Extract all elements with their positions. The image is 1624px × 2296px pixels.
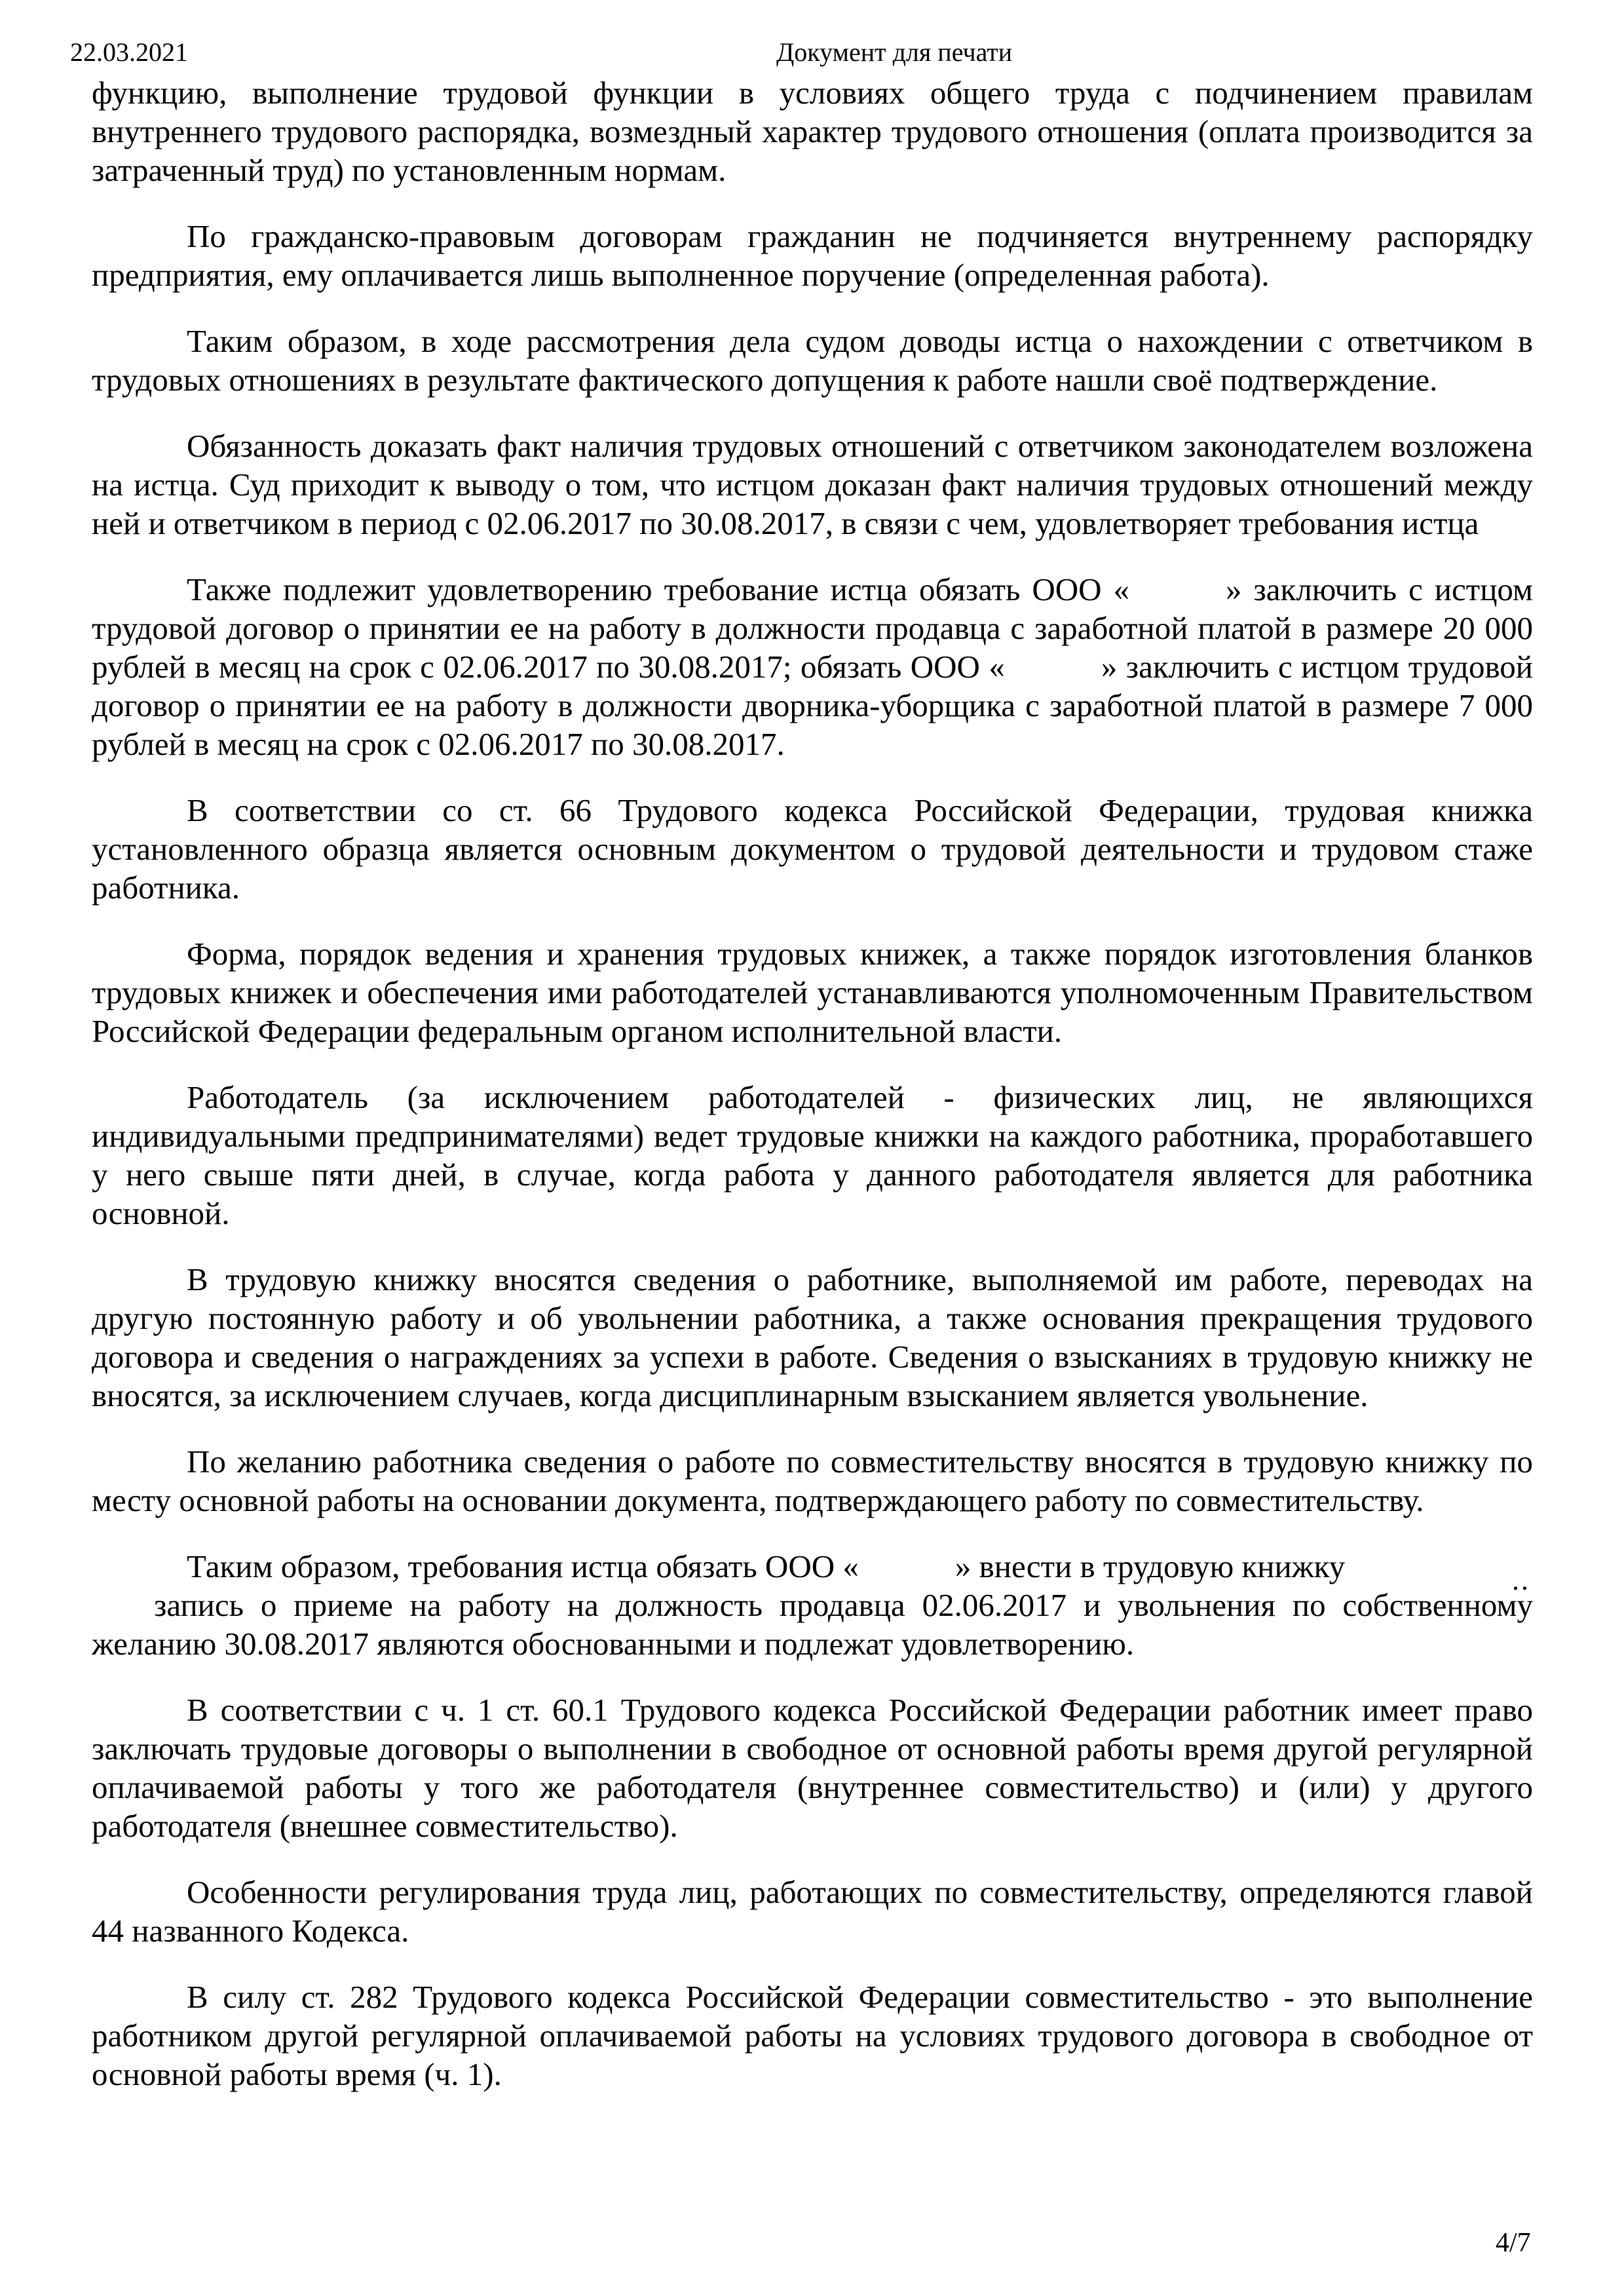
paragraph: По гражданско-правовым договорам гражданин не подчиняется внутреннему распорядку предприятия, ему оплачивается лишь выполненное поручение (определенная работа). [92, 218, 1533, 293]
paragraph: В соответствии с ч. 1 ст. 60.1 Трудового кодекса Российской Федерации работник имеет право заключать трудовые договоры о выполнении в свободное от основной работы время другой регулярной оплачиваемой работы у того же работодателя (внутреннее совместительство) и (или) у другого работодателя (внешнее совместительство). [92, 1692, 1533, 1844]
print-header-date: 22.03.2021 [70, 37, 188, 67]
composite-line-1: Таким образом, требования истца обязать ООО « » внести в трудовую книжку [187, 1548, 1346, 1584]
paragraph-composite [92, 1547, 1533, 1663]
paragraph: Особенности регулирования труда лиц, работающих по совместительству, определяются главой 44 названного Кодекса. [92, 1874, 1533, 1949]
paragraph: Форма, порядок ведения и хранения трудовых книжек, а также порядок изготовления бланков трудовых книжек и обеспечения ими работодателей устанавливаются уполномоченным Правительством Российской Федерации федеральным органом исполнительной власти. [92, 936, 1533, 1049]
document-body [92, 73, 1533, 2121]
redaction-artifact-mark: .. [1512, 1564, 1530, 1596]
paragraph: В силу ст. 282 Трудового кодекса Российской Федерации совместительство - это выполнение работником другой регулярной оплачиваемой работы на условиях трудового договора в свободное от основной работы время (ч. 1). [92, 1979, 1533, 2092]
paragraph: В соответствии со ст. 66 Трудового кодекса Российской Федерации, трудовая книжка установленного образца является основным документом о трудовой деятельности и трудовом стаже работника. [92, 792, 1533, 906]
composite-line-3: желанию 30.08.2017 являются обоснованными и подлежат удовлетворению. [92, 1626, 1135, 1662]
print-header-title: Документ для печати [776, 37, 1013, 67]
paragraph: Также подлежит удовлетворению требование истца обязать ООО « » заключить с истцом трудовой договор о принятии ее на работу в должности продавца с заработной платой в размере 20 000 рублей в месяц на срок с 02.06.2017 по 30.08.2017; обязать ООО « » заключить с истцом трудовой договор о принятии ее на работу в должности дворника-уборщика с заработной платой в размере 7 000 рублей в месяц на срок с 02.06.2017 по 30.08.2017. [92, 571, 1533, 762]
paragraph-continuation: функцию, выполнение трудовой функции в условиях общего труда с подчинением правилам внутреннего трудового распорядка, возмездный характер трудового отношения (оплата производится за затраченный труд) по установленным нормам. [92, 75, 1533, 188]
paragraph: В трудовую книжку вносятся сведения о работнике, выполняемой им работе, переводах на другую постоянную работу и об увольнении работника, а также основания прекращения трудового договора и сведения о награждениях за успехи в работе. Сведения о взысканиях в трудовую книжку не вносятся, за исключением случаев, когда дисциплинарным взысканием является увольнение. [92, 1261, 1533, 1413]
page-number: 4/7 [1496, 2228, 1531, 2258]
paragraph: Таким образом, в ходе рассмотрения дела судом доводы истца о нахождении с ответчиком в трудовых отношениях в результате фактического допущения к работе нашли своё подтверждение. [92, 323, 1533, 398]
composite-line-2: запись о приеме на работу на должность продавца 02.06.2017 и увольнения по собственному [154, 1587, 1533, 1623]
paragraph: Обязанность доказать факт наличия трудовых отношений с ответчиком законодателем возложена на истца. Суд приходит к выводу о том, что истцом доказан факт наличия трудовых отношений между ней и ответчиком в период с 02.06.2017 по 30.08.2017, в связи с чем, удовлетворяет требования истца [92, 428, 1533, 541]
paragraph: Работодатель (за исключением работодателей - физических лиц, не являющихся индивидуальными предпринимателями) ведет трудовые книжки на каждого работника, проработавшего у него свыше пяти дней, в случае, когда работа у данного работодателя является для работника основной. [92, 1079, 1533, 1231]
paragraph: По желанию работника сведения о работе по совместительству вносятся в трудовую книжку по месту основной работы на основании документа, подтверждающего работу по совместительству. [92, 1444, 1533, 1518]
